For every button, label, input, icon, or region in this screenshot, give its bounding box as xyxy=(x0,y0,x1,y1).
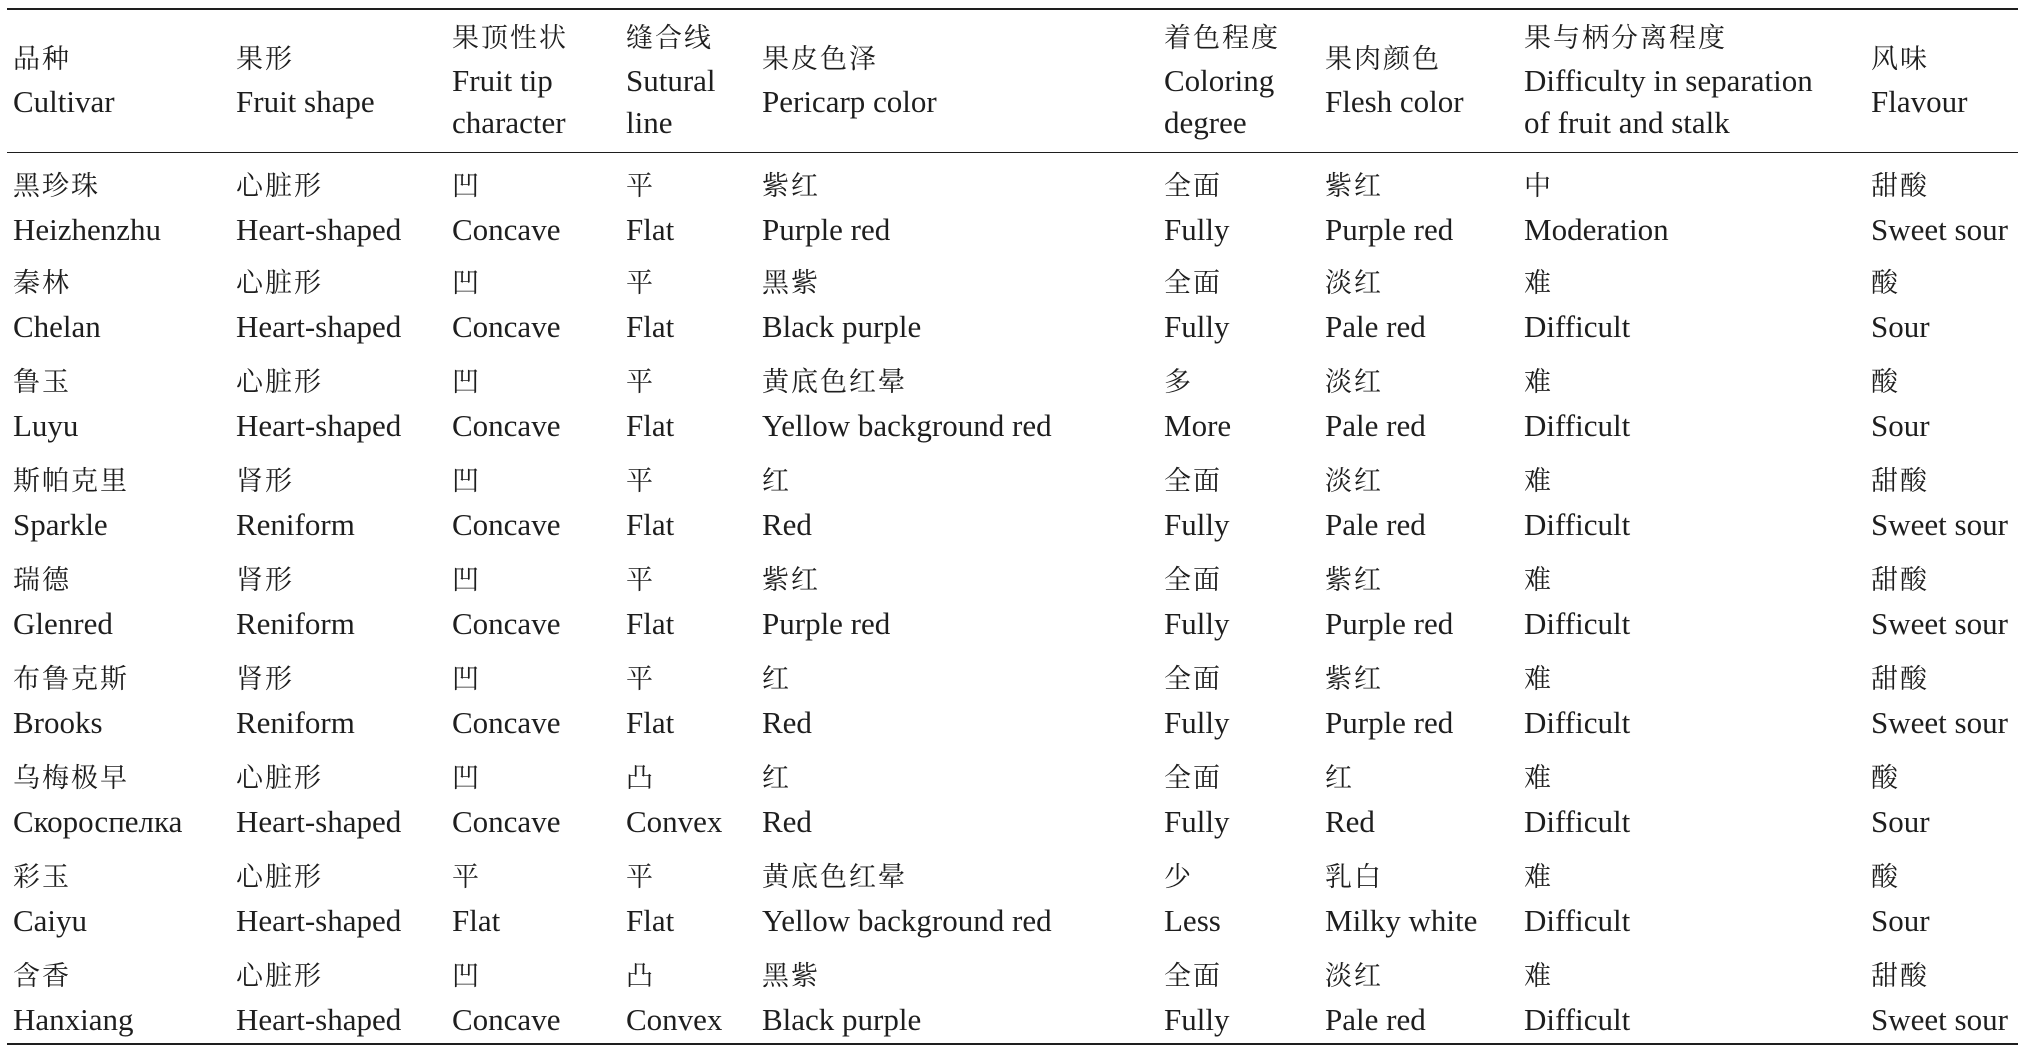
cell-text-zh: 含香 xyxy=(13,960,71,992)
cell-text-en: Reniform xyxy=(236,704,355,740)
cell-text-zh: 凹 xyxy=(452,465,481,497)
cell-text-en: Red xyxy=(1325,803,1375,839)
cell-text-en: Concave xyxy=(452,506,561,542)
column-header-fruit-stalk-separation xyxy=(1518,9,1865,153)
column-header-coloring-degree xyxy=(1158,9,1319,153)
table-row xyxy=(7,945,2018,1044)
table-cell-sutural-line xyxy=(620,846,756,945)
cell-text-zh: 心脏形 xyxy=(236,171,323,202)
cell-text-zh: 凹 xyxy=(452,267,481,299)
table-cell-fruit-stalk-separation xyxy=(1518,846,1865,945)
column-header-zh: 品种 xyxy=(13,44,71,75)
cell-text-en: Heart-shaped xyxy=(236,1001,402,1037)
cell-text-zh: 难 xyxy=(1524,267,1553,299)
table-cell-pericarp-color xyxy=(756,945,1158,1044)
column-header-en: Pericarp color xyxy=(762,84,937,119)
cell-text-zh: 难 xyxy=(1524,465,1553,497)
cell-text-zh: 平 xyxy=(626,366,655,398)
table-cell-fruit-tip xyxy=(446,351,620,450)
cell-text-zh: 甜酸 xyxy=(1871,960,1929,992)
cell-text-en: Pale red xyxy=(1325,1001,1426,1037)
column-header-en: Fruit tip xyxy=(452,63,553,98)
cell-text-en: Milky white xyxy=(1325,902,1478,938)
cell-text-zh: 全面 xyxy=(1164,960,1222,992)
cell-text-zh: 平 xyxy=(626,663,655,695)
cell-text-zh: 心脏形 xyxy=(236,267,323,299)
table-row xyxy=(7,549,2018,648)
column-header-en: Difficulty in separation xyxy=(1524,63,1813,98)
table-cell-coloring-degree xyxy=(1158,351,1319,450)
table-cell-cultivar xyxy=(7,648,230,747)
cell-text-zh: 酸 xyxy=(1871,366,1900,398)
cell-text-zh: 凹 xyxy=(452,762,481,794)
cell-text-en: Heart-shaped xyxy=(236,803,402,839)
table-cell-flavour xyxy=(1865,252,2018,351)
cell-text-zh: 红 xyxy=(1325,762,1354,794)
column-header-fruit-tip xyxy=(446,9,620,153)
table-cell-sutural-line xyxy=(620,747,756,846)
cell-text-en: Difficult xyxy=(1524,704,1631,740)
cell-text-zh: 紫红 xyxy=(1325,171,1383,202)
column-header-zh: 果肉颜色 xyxy=(1325,44,1441,75)
column-header-zh: 果皮色泽 xyxy=(762,44,878,75)
table-row xyxy=(7,747,2018,846)
table-cell-flesh-color xyxy=(1319,648,1518,747)
table-cell-flavour xyxy=(1865,351,2018,450)
table-cell-flavour xyxy=(1865,846,2018,945)
table-cell-cultivar xyxy=(7,252,230,351)
table-cell-flesh-color xyxy=(1319,351,1518,450)
cell-text-en: Brooks xyxy=(13,704,103,740)
cell-text-en: Caiyu xyxy=(13,902,88,938)
cell-text-en: Sparkle xyxy=(13,506,108,542)
table-cell-fruit-tip xyxy=(446,252,620,351)
cell-text-zh: 淡红 xyxy=(1325,366,1383,398)
cell-text-en: Flat xyxy=(626,506,675,542)
table-cell-fruit-tip xyxy=(446,846,620,945)
cell-text-en: Difficult xyxy=(1524,407,1631,443)
cell-text-en: Concave xyxy=(452,803,561,839)
cell-text-zh: 全面 xyxy=(1164,465,1222,497)
cell-text-zh: 红 xyxy=(762,465,791,497)
cell-text-en: Difficult xyxy=(1524,506,1631,542)
cell-text-zh: 平 xyxy=(626,267,655,299)
cell-text-en: Concave xyxy=(452,605,561,641)
cell-text-zh: 酸 xyxy=(1871,762,1900,794)
column-header-en: line xyxy=(626,105,673,140)
table-cell-flesh-color xyxy=(1319,153,1518,252)
cell-text-zh: 平 xyxy=(626,465,655,497)
table-cell-fruit-shape xyxy=(230,648,446,747)
cell-text-en: Fully xyxy=(1164,1001,1230,1037)
cell-text-en: Flat xyxy=(626,605,675,641)
cell-text-en: Sweet sour xyxy=(1871,704,2008,740)
table-cell-flesh-color xyxy=(1319,747,1518,846)
cell-text-zh: 酸 xyxy=(1871,861,1900,893)
cell-text-zh: 紫红 xyxy=(762,564,820,596)
cell-text-zh: 全面 xyxy=(1164,564,1222,596)
cell-text-zh: 布鲁克斯 xyxy=(13,663,129,695)
cell-text-zh: 心脏形 xyxy=(236,366,323,398)
cell-text-zh: 斯帕克里 xyxy=(13,465,129,497)
table-cell-flavour xyxy=(1865,153,2018,252)
table-cell-sutural-line xyxy=(620,450,756,549)
table-cell-pericarp-color xyxy=(756,450,1158,549)
cell-text-zh: 心脏形 xyxy=(236,861,323,893)
column-header-en: of fruit and stalk xyxy=(1524,105,1730,140)
table-row xyxy=(7,153,2018,252)
table-cell-cultivar xyxy=(7,747,230,846)
cell-text-en: Red xyxy=(762,803,812,839)
cell-text-zh: 乌梅极早 xyxy=(13,762,129,794)
table-cell-sutural-line xyxy=(620,648,756,747)
column-header-zh: 着色程度 xyxy=(1164,23,1280,54)
cell-text-zh: 心脏形 xyxy=(236,762,323,794)
cell-text-zh: 难 xyxy=(1524,960,1553,992)
column-header-en: Coloring xyxy=(1164,63,1275,98)
table-cell-fruit-shape xyxy=(230,252,446,351)
column-header-pericarp-color xyxy=(756,9,1158,153)
cell-text-en: Sweet sour xyxy=(1871,212,2008,247)
cell-text-zh: 凹 xyxy=(452,564,481,596)
column-header-en: Fruit shape xyxy=(236,84,375,119)
cell-text-zh: 甜酸 xyxy=(1871,465,1929,497)
cell-text-zh: 鲁玉 xyxy=(13,366,71,398)
table-cell-fruit-tip xyxy=(446,747,620,846)
cell-text-en: Glenred xyxy=(13,605,113,641)
table-cell-fruit-tip xyxy=(446,945,620,1044)
cell-text-zh: 酸 xyxy=(1871,267,1900,299)
table-cell-cultivar xyxy=(7,153,230,252)
cell-text-zh: 难 xyxy=(1524,366,1553,398)
table-row xyxy=(7,351,2018,450)
column-header-en: Flavour xyxy=(1871,84,1968,119)
cell-text-zh: 平 xyxy=(626,171,655,202)
cell-text-zh: 淡红 xyxy=(1325,267,1383,299)
cell-text-zh: 全面 xyxy=(1164,267,1222,299)
cell-text-en: Sour xyxy=(1871,308,1930,344)
table-row xyxy=(7,252,2018,351)
cell-text-en: Heart-shaped xyxy=(236,308,402,344)
cell-text-en: Red xyxy=(762,704,812,740)
cell-text-zh: 紫红 xyxy=(1325,564,1383,596)
cell-text-zh: 黑紫 xyxy=(762,267,820,299)
column-header-flesh-color xyxy=(1319,9,1518,153)
cell-text-zh: 红 xyxy=(762,663,791,695)
cell-text-en: Sour xyxy=(1871,902,1930,938)
table-cell-pericarp-color xyxy=(756,648,1158,747)
cell-text-en: Fully xyxy=(1164,506,1230,542)
cell-text-zh: 凹 xyxy=(452,366,481,398)
cell-text-en: Sour xyxy=(1871,407,1930,443)
cell-text-zh: 肾形 xyxy=(236,564,294,596)
column-header-zh: 果顶性状 xyxy=(452,23,568,54)
cell-text-en: Purple red xyxy=(1325,704,1454,740)
cell-text-zh: 甜酸 xyxy=(1871,171,1929,202)
cell-text-zh: 凹 xyxy=(452,663,481,695)
cell-text-zh: 平 xyxy=(626,861,655,893)
cell-text-en: Difficult xyxy=(1524,605,1631,641)
header-row xyxy=(7,9,2018,153)
table-cell-fruit-stalk-separation xyxy=(1518,945,1865,1044)
table-header xyxy=(7,9,2018,153)
table-cell-fruit-tip xyxy=(446,450,620,549)
table-cell-coloring-degree xyxy=(1158,252,1319,351)
cell-text-zh: 心脏形 xyxy=(236,960,323,992)
table-cell-sutural-line xyxy=(620,153,756,252)
table-cell-cultivar xyxy=(7,549,230,648)
cell-text-zh: 甜酸 xyxy=(1871,663,1929,695)
table-cell-pericarp-color xyxy=(756,153,1158,252)
table-cell-coloring-degree xyxy=(1158,747,1319,846)
cell-text-en: Difficult xyxy=(1524,308,1631,344)
table-cell-fruit-stalk-separation xyxy=(1518,153,1865,252)
cell-text-zh: 平 xyxy=(452,861,481,893)
cultivar-traits-table xyxy=(7,8,2018,1045)
cell-text-zh: 凹 xyxy=(452,960,481,992)
table-cell-coloring-degree xyxy=(1158,153,1319,252)
cell-text-zh: 紫红 xyxy=(762,171,820,202)
cell-text-zh: 全面 xyxy=(1164,663,1222,695)
table-cell-fruit-stalk-separation xyxy=(1518,747,1865,846)
cell-text-zh: 肾形 xyxy=(236,663,294,695)
cell-text-zh: 难 xyxy=(1524,564,1553,596)
table-cell-flesh-color xyxy=(1319,252,1518,351)
cell-text-zh: 黄底色红晕 xyxy=(762,861,907,893)
table-cell-coloring-degree xyxy=(1158,648,1319,747)
table-cell-flesh-color xyxy=(1319,945,1518,1044)
table-cell-pericarp-color xyxy=(756,351,1158,450)
cell-text-zh: 乳白 xyxy=(1325,861,1383,893)
cell-text-en: Difficult xyxy=(1524,1001,1631,1037)
column-header-zh: 果与柄分离程度 xyxy=(1524,23,1727,54)
table-cell-flavour xyxy=(1865,549,2018,648)
cell-text-en: Purple red xyxy=(762,212,891,247)
cell-text-en: Difficult xyxy=(1524,902,1631,938)
cell-text-en: Convex xyxy=(626,1001,723,1037)
table-body xyxy=(7,153,2018,1044)
cell-text-zh: 难 xyxy=(1524,762,1553,794)
table-cell-coloring-degree xyxy=(1158,846,1319,945)
cell-text-en: Heart-shaped xyxy=(236,212,402,247)
table-cell-sutural-line xyxy=(620,252,756,351)
cell-text-zh: 黄底色红晕 xyxy=(762,366,907,398)
cell-text-zh: 甜酸 xyxy=(1871,564,1929,596)
cell-text-en: Heart-shaped xyxy=(236,902,402,938)
cell-text-en: Black purple xyxy=(762,308,922,344)
table-cell-fruit-shape xyxy=(230,846,446,945)
cell-text-en: Hanxiang xyxy=(13,1001,134,1037)
column-header-cultivar xyxy=(7,9,230,153)
cell-text-en: Sour xyxy=(1871,803,1930,839)
cell-text-en: Concave xyxy=(452,212,561,247)
table-cell-fruit-tip xyxy=(446,648,620,747)
cell-text-en: Concave xyxy=(452,308,561,344)
table-cell-fruit-shape xyxy=(230,549,446,648)
cell-text-en: Sweet sour xyxy=(1871,1001,2008,1037)
table-cell-flavour xyxy=(1865,747,2018,846)
cell-text-zh: 黑珍珠 xyxy=(13,171,100,202)
table-cell-fruit-tip xyxy=(446,153,620,252)
cell-text-en: Pale red xyxy=(1325,407,1426,443)
cell-text-en: Convex xyxy=(626,803,723,839)
cell-text-zh: 全面 xyxy=(1164,762,1222,794)
column-header-fruit-shape xyxy=(230,9,446,153)
cell-text-en: Fully xyxy=(1164,308,1230,344)
column-header-flavour xyxy=(1865,9,2018,153)
cell-text-en: Heart-shaped xyxy=(236,407,402,443)
table-cell-fruit-shape xyxy=(230,945,446,1044)
cell-text-en: Concave xyxy=(452,1001,561,1037)
cell-text-zh: 肾形 xyxy=(236,465,294,497)
cell-text-en: Less xyxy=(1164,902,1221,938)
cell-text-zh: 瑞德 xyxy=(13,564,71,596)
column-header-en: character xyxy=(452,105,566,140)
cell-text-en: Chelan xyxy=(13,308,101,344)
cell-text-zh: 秦林 xyxy=(13,267,71,299)
cell-text-en: Pale red xyxy=(1325,308,1426,344)
cell-text-en: Concave xyxy=(452,407,561,443)
cell-text-en: Purple red xyxy=(1325,605,1454,641)
cell-text-en: Flat xyxy=(626,704,675,740)
table-cell-cultivar xyxy=(7,351,230,450)
cell-text-zh: 难 xyxy=(1524,663,1553,695)
table-cell-cultivar xyxy=(7,945,230,1044)
cell-text-en: Black purple xyxy=(762,1001,922,1037)
table-cell-fruit-tip xyxy=(446,549,620,648)
cell-text-zh: 淡红 xyxy=(1325,465,1383,497)
cell-text-en: Reniform xyxy=(236,506,355,542)
table-cell-fruit-stalk-separation xyxy=(1518,351,1865,450)
cell-text-en: Flat xyxy=(626,308,675,344)
cell-text-zh: 彩玉 xyxy=(13,861,71,893)
table-cell-fruit-shape xyxy=(230,450,446,549)
cell-text-en: Скороспелка xyxy=(13,803,183,839)
column-header-zh: 缝合线 xyxy=(626,23,713,54)
cell-text-en: Luyu xyxy=(13,407,79,443)
table-cell-sutural-line xyxy=(620,945,756,1044)
cell-text-en: Yellow background red xyxy=(762,407,1052,443)
table-cell-coloring-degree xyxy=(1158,549,1319,648)
cell-text-zh: 多 xyxy=(1164,366,1193,398)
cell-text-zh: 难 xyxy=(1524,861,1553,893)
cell-text-en: Flat xyxy=(626,407,675,443)
cell-text-en: Purple red xyxy=(762,605,891,641)
table-cell-flavour xyxy=(1865,945,2018,1044)
column-header-zh: 风味 xyxy=(1871,44,1929,75)
cell-text-zh: 紫红 xyxy=(1325,663,1383,695)
table-cell-coloring-degree xyxy=(1158,945,1319,1044)
table-cell-sutural-line xyxy=(620,549,756,648)
column-header-sutural-line xyxy=(620,9,756,153)
cell-text-en: Difficult xyxy=(1524,803,1631,839)
table-cell-fruit-stalk-separation xyxy=(1518,450,1865,549)
cell-text-zh: 全面 xyxy=(1164,171,1222,202)
cell-text-en: More xyxy=(1164,407,1232,443)
cell-text-en: Heizhenzhu xyxy=(13,212,162,247)
table-cell-flesh-color xyxy=(1319,846,1518,945)
cell-text-en: Yellow background red xyxy=(762,902,1052,938)
table-cell-sutural-line xyxy=(620,351,756,450)
cell-text-zh: 少 xyxy=(1164,861,1193,893)
column-header-en: Sutural xyxy=(626,63,716,98)
cell-text-zh: 黑紫 xyxy=(762,960,820,992)
table-cell-pericarp-color xyxy=(756,252,1158,351)
table-cell-pericarp-color xyxy=(756,549,1158,648)
cell-text-zh: 凸 xyxy=(626,762,655,794)
cell-text-en: Fully xyxy=(1164,704,1230,740)
table-cell-flavour xyxy=(1865,450,2018,549)
cell-text-en: Fully xyxy=(1164,803,1230,839)
column-header-en: Flesh color xyxy=(1325,84,1464,119)
table-cell-pericarp-color xyxy=(756,747,1158,846)
table-cell-fruit-stalk-separation xyxy=(1518,648,1865,747)
table-cell-fruit-stalk-separation xyxy=(1518,252,1865,351)
table-row xyxy=(7,450,2018,549)
table-cell-flesh-color xyxy=(1319,549,1518,648)
cell-text-en: Flat xyxy=(626,902,675,938)
column-header-en: degree xyxy=(1164,105,1247,140)
cell-text-zh: 中 xyxy=(1524,171,1553,202)
cell-text-zh: 平 xyxy=(626,564,655,596)
cell-text-en: Flat xyxy=(452,902,501,938)
table-row xyxy=(7,648,2018,747)
table-cell-pericarp-color xyxy=(756,846,1158,945)
table-cell-fruit-shape xyxy=(230,351,446,450)
cell-text-zh: 凹 xyxy=(452,171,481,202)
cell-text-en: Purple red xyxy=(1325,212,1454,247)
cell-text-zh: 淡红 xyxy=(1325,960,1383,992)
cell-text-en: Concave xyxy=(452,704,561,740)
cell-text-en: Sweet sour xyxy=(1871,605,2008,641)
cell-text-en: Moderation xyxy=(1524,212,1669,247)
cell-text-en: Reniform xyxy=(236,605,355,641)
table-cell-flesh-color xyxy=(1319,450,1518,549)
cell-text-en: Fully xyxy=(1164,212,1230,247)
column-header-en: Cultivar xyxy=(13,84,115,119)
column-header-zh: 果形 xyxy=(236,44,294,75)
cell-text-en: Pale red xyxy=(1325,506,1426,542)
cell-text-zh: 红 xyxy=(762,762,791,794)
table-cell-fruit-shape xyxy=(230,153,446,252)
cell-text-zh: 凸 xyxy=(626,960,655,992)
cell-text-en: Fully xyxy=(1164,605,1230,641)
table-cell-cultivar xyxy=(7,846,230,945)
cell-text-en: Flat xyxy=(626,212,675,247)
table-row xyxy=(7,846,2018,945)
cell-text-en: Red xyxy=(762,506,812,542)
table-cell-flavour xyxy=(1865,648,2018,747)
table-cell-cultivar xyxy=(7,450,230,549)
table-cell-fruit-stalk-separation xyxy=(1518,549,1865,648)
table-cell-coloring-degree xyxy=(1158,450,1319,549)
cell-text-en: Sweet sour xyxy=(1871,506,2008,542)
table-cell-fruit-shape xyxy=(230,747,446,846)
